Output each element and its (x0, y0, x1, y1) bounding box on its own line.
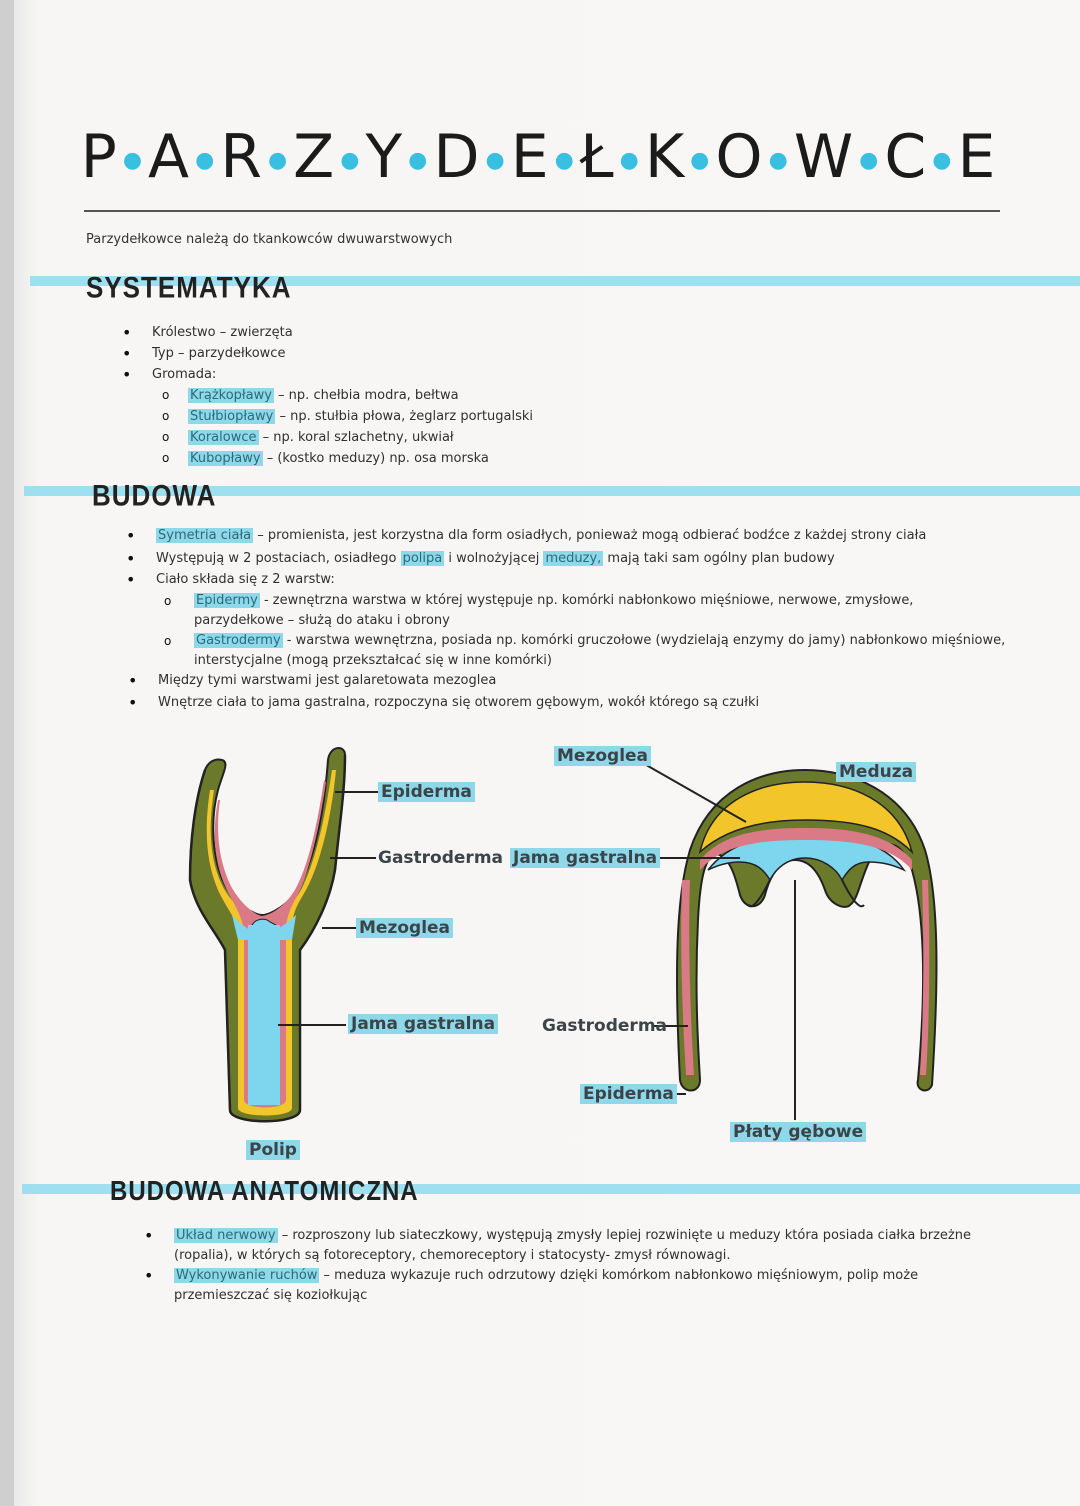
leader-line (634, 758, 746, 822)
budowa-item-jama: • Wnętrze ciała to jama gastralna, rozpoczyna się otworem gębowym, wokół którego są czułki (128, 693, 760, 712)
title-dot-icon: ● (408, 147, 432, 173)
title-letter: C (884, 122, 931, 192)
anatomia-item-ruch: • Wykonywanie ruchów – meduza wykazuje ruch odrzutowy dzięki komórkom nabłonkowo mięśniowym, polip może przemieszczać się koziołkując (144, 1266, 919, 1303)
label-polip-jama: Jama gastralna (348, 1014, 498, 1034)
title-letter: E (957, 122, 1000, 192)
title-letter: R (220, 122, 266, 192)
label-polip-epiderma: Epiderma (378, 782, 475, 802)
polip-drawing (190, 748, 345, 1121)
title-letter: Y (365, 122, 407, 192)
polip-jama-body (248, 925, 280, 1105)
budowa-item-warstwy: • Ciało składa się z 2 warstw: (126, 570, 335, 589)
title-letter: K (644, 122, 689, 192)
title-letter: E (510, 122, 553, 192)
budowa-subitem-epiderma: o Epidermy - zewnętrzna warstwa w której występuje np. komórki nabłonkowo mięśniowe, nerwowe, zmysłowe, parzydełkowe – służą do ataku i obrony (164, 593, 914, 628)
title-dot-icon: ● (267, 147, 292, 173)
title-dot-icon: ● (195, 147, 219, 173)
list-item: o Krążkopławy – np. chełbia modra, bełtwa (162, 388, 459, 403)
label-meduza-epiderma: Epiderma (580, 1084, 677, 1104)
label-meduza-jama: Jama gastralna (510, 848, 660, 868)
budowa-item-postacie: • Występują w 2 postaciach, osiadłego polipa i wolnożyjącej meduzy, mają taki sam ogólny plan budowy (126, 549, 835, 568)
label-meduza-mezoglea: Mezoglea (554, 746, 651, 766)
title-dot-icon: ● (122, 147, 147, 173)
title-dot-icon: ● (619, 147, 643, 173)
title-dot-icon: ● (340, 147, 364, 173)
title-letter: A (148, 122, 194, 192)
title-dot-icon: ● (554, 147, 578, 173)
list-item: • Gromada: o Krążkopławy – np. chełbia modra, bełtwa o Stułbiopławy – np. stułbia płowa, żeglarz portugalski o Koralowce – np. koral szlachetny, ukwiał o Kubopławy – (kostko meduzy) np. osa morska (152, 364, 952, 469)
budowa-subitem-gastroderma: o Gastrodermy - warstwa wewnętrzna, posiada np. komórki gruczołowe (wydzielają enzymy do jamy) nabłonkowo mięśniowe, interstycjalne (mogą przekształcać się w inne komórki) (164, 633, 1006, 668)
label-polip-mezoglea: Mezoglea (356, 918, 453, 938)
list-item: o Stułbiopławy – np. stułbia płowa, żeglarz portugalski (162, 409, 533, 424)
list-item: • Typ – parzydełkowce (122, 344, 286, 363)
list-item: o Koralowce – np. koral szlachetny, ukwiał (162, 430, 454, 445)
meduza-drawing (677, 770, 936, 1091)
title-letter: O (715, 122, 767, 192)
title-dot-icon: ● (690, 147, 714, 173)
section-heading-anatomia: BUDOWA ANATOMICZNA (110, 1175, 419, 1207)
title-dot-icon: ● (485, 147, 509, 173)
title-letter: Z (293, 122, 339, 192)
section-heading-budowa: BUDOWA (92, 477, 217, 513)
label-polip-name: Polip (246, 1140, 300, 1160)
title-dot-icon: ● (768, 147, 792, 173)
budowa-item-mezoglea: • Między tymi warstwami jest galaretowata mezoglea (128, 671, 497, 690)
budowa-item-symetria: • Symetria ciała – promienista, jest korzystna dla form osiadłych, ponieważ mogą odbierać bodźce z każdej strony ciała (126, 526, 927, 545)
intro-text: Parzydełkowce należą do tkankowców dwuwarstwowych (86, 232, 453, 247)
title-letter: P (80, 122, 121, 192)
list-item: • Królestwo – zwierzęta (122, 323, 293, 342)
section-heading-systematyka: SYSTEMATYKA (86, 269, 292, 305)
title-letter: W (793, 122, 858, 192)
list-item: o Kubopławy – (kostko meduzy) np. osa morska (162, 451, 489, 466)
title-letter: Ł (579, 122, 618, 192)
label-meduza-name: Meduza (836, 762, 916, 782)
title-letter: D (433, 122, 484, 192)
label-meduza-platy: Płaty gębowe (730, 1122, 866, 1142)
title-dot-icon: ● (932, 147, 956, 173)
label-meduza-gastroderma: Gastroderma (542, 1016, 668, 1036)
anatomia-item-nerwowy: • Układ nerwowy – rozproszony lub siateczkowy, występują zmysły lepiej rozwinięte u meduzy która posiada ciałka brzeżne (ropalia), w których są fotoreceptory, chemoreceptory i statocysty- zmysł równowagi. (144, 1226, 971, 1263)
title-dot-icon: ● (859, 147, 883, 173)
label-polip-gastroderma: Gastroderma (378, 848, 504, 868)
